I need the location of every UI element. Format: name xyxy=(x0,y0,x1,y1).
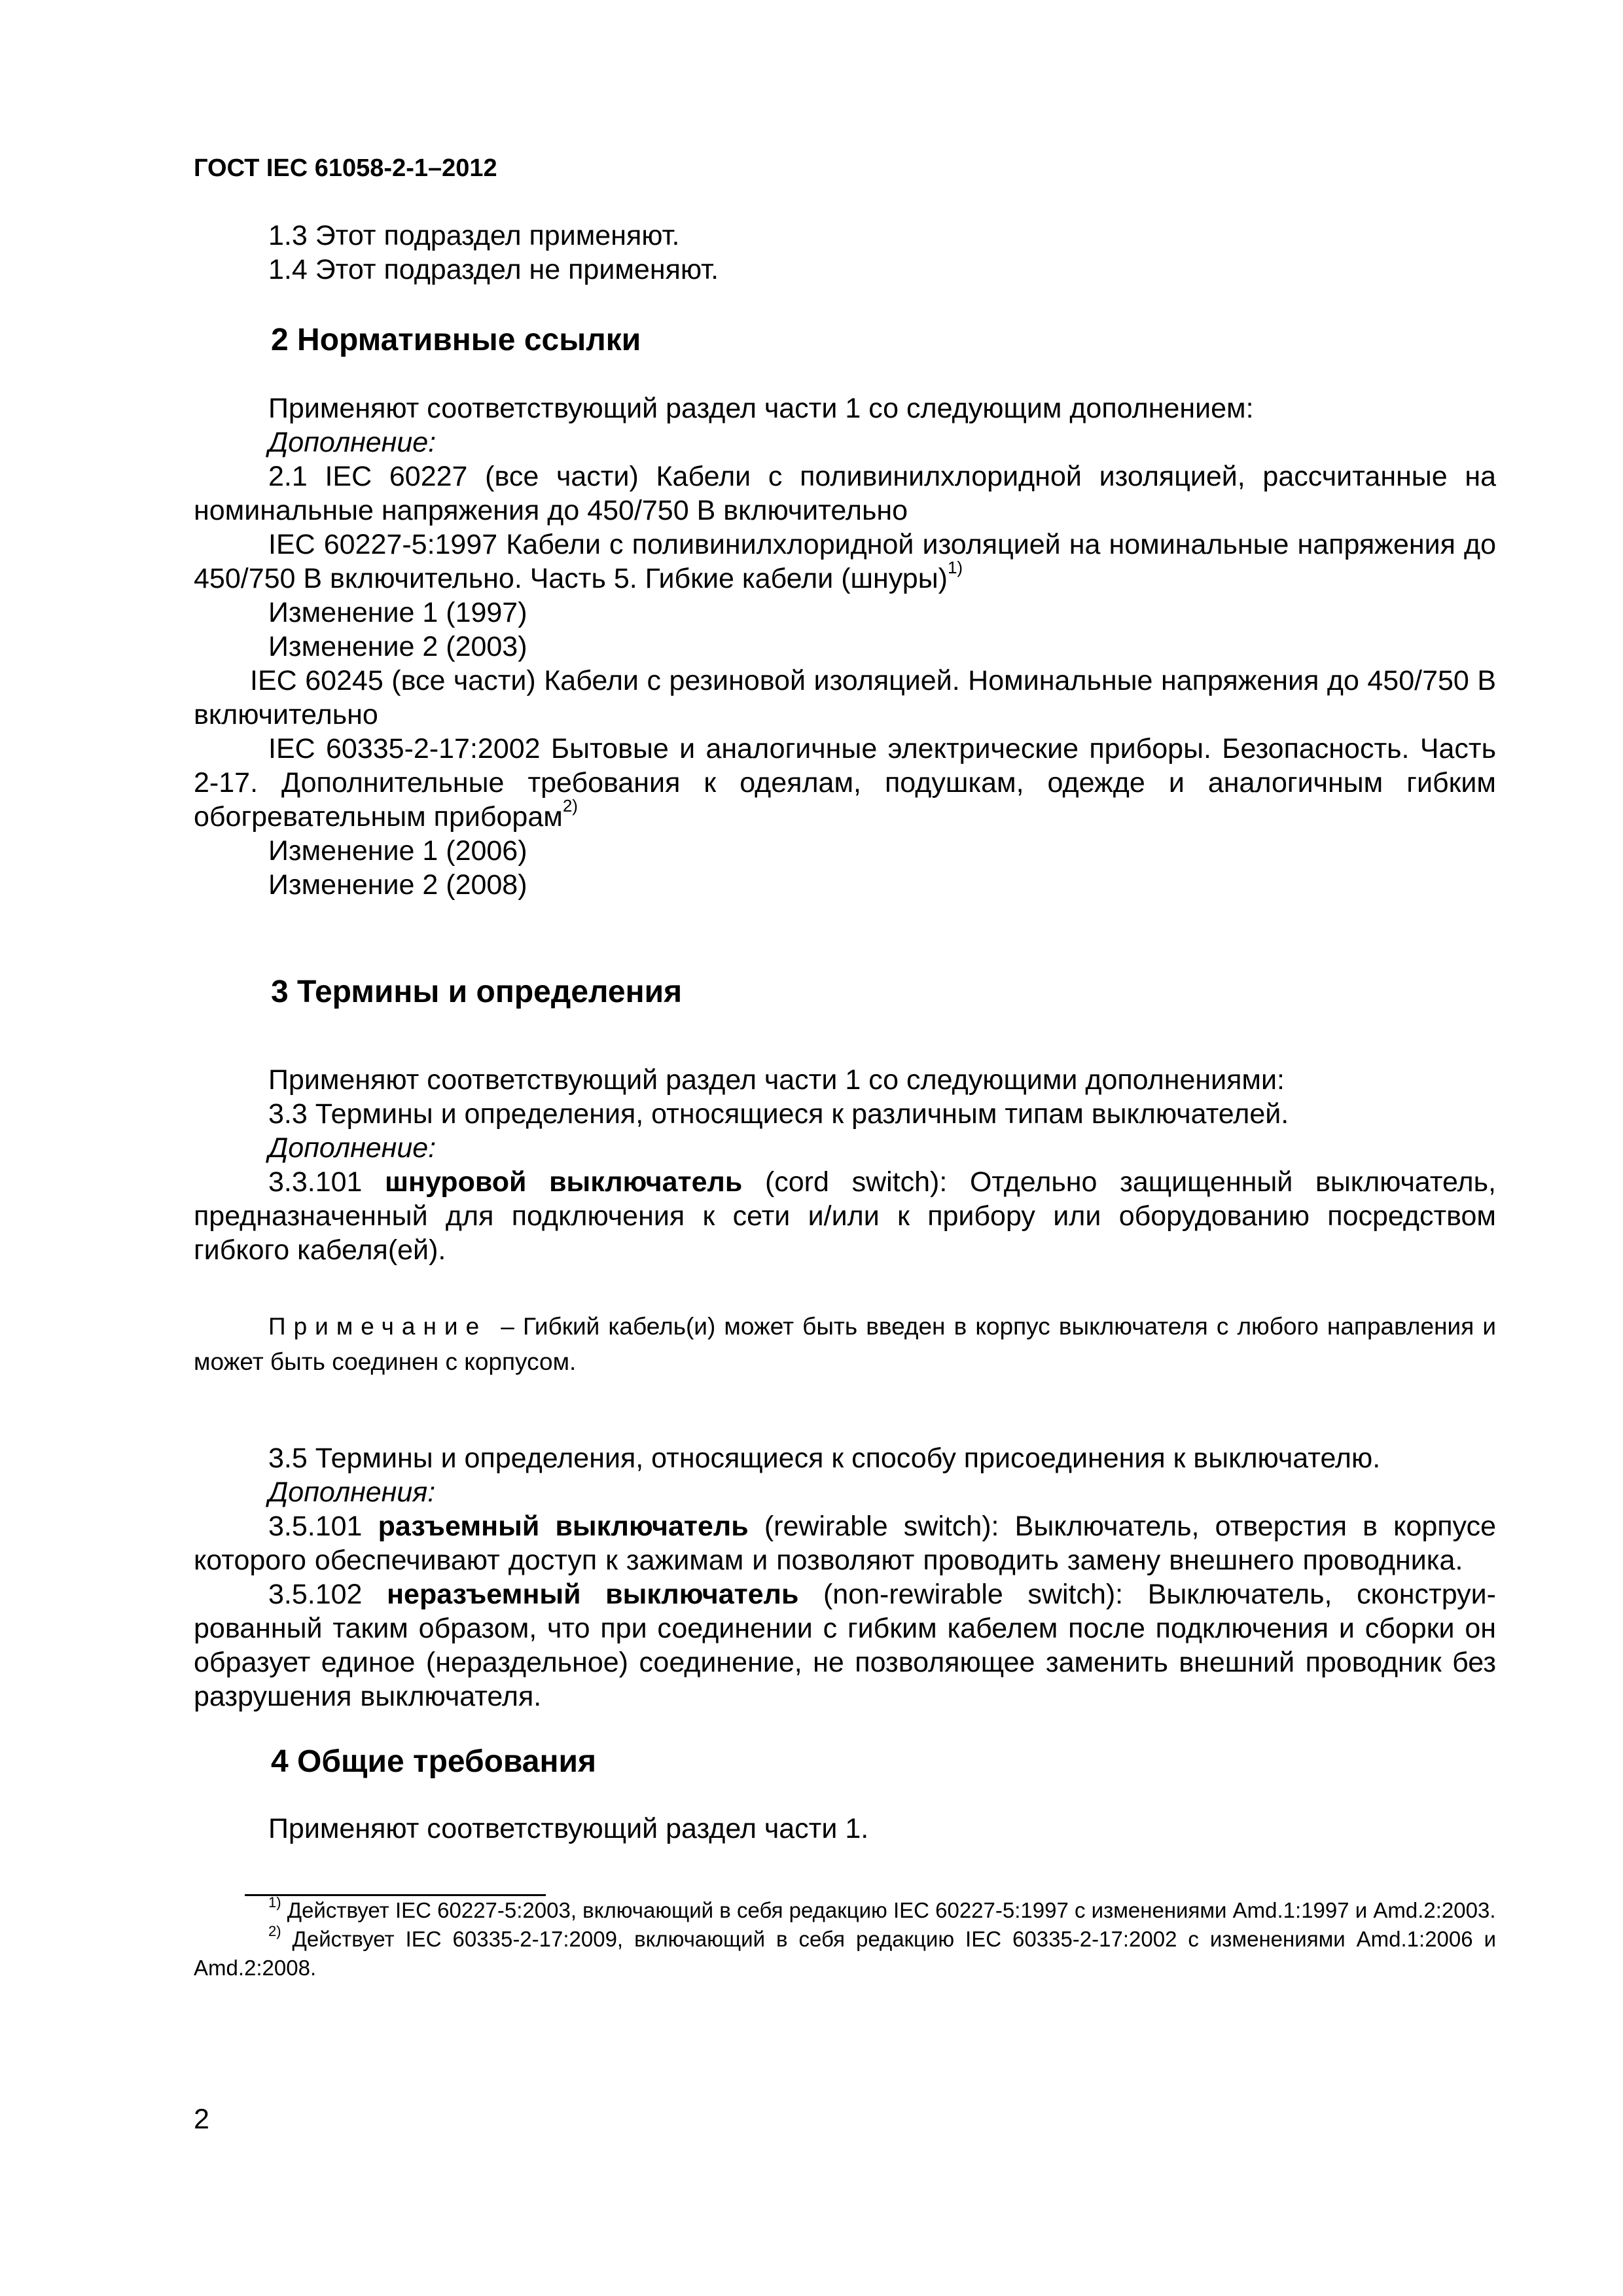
term-3-3-101 xyxy=(194,1165,1496,1267)
term-3-5-101-number: 3.5.101 xyxy=(268,1511,363,1542)
amendment-2-2003: Изменение 2 (2003) xyxy=(268,631,527,662)
amendment-1-2006: Изменение 1 (2006) xyxy=(268,835,527,867)
document-code-header: ГОСТ IEC 61058-2-1–2012 xyxy=(194,154,497,182)
section-3-additions-label: Дополнения: xyxy=(268,1477,436,1508)
term-3-5-102-term: неразъемный выключатель xyxy=(387,1579,799,1610)
section-3-addition-label: Дополнение: xyxy=(268,1132,437,1164)
amendment-1-1997: Изменение 1 (1997) xyxy=(268,597,527,628)
section-4-heading: 4 Общие требования xyxy=(271,1744,596,1779)
note-label: Примечание xyxy=(268,1313,488,1340)
term-3-3-101-definition: (cord switch): Отдельно защищенный выключатель, предназначенный для подключения к сети и/или к прибору или оборудованию посредством гибкого кабеля(ей). xyxy=(194,1166,1496,1266)
section-3-heading: 3 Термины и определения xyxy=(271,975,683,1009)
reference-iec-60335 xyxy=(194,732,1496,834)
footnote-2-ref: 2) xyxy=(562,796,578,816)
section-3-lead: Применяют соответствующий раздел части 1 со следующими дополнениями: xyxy=(268,1064,1285,1096)
section-2-addition-label: Дополнение: xyxy=(268,427,437,458)
clause-3-3: 3.3 Термины и определения, относящиеся к различным типам выключателей. xyxy=(268,1098,1289,1130)
page-content xyxy=(194,152,1496,1982)
term-3-3-101-term: шнуровой выключатель xyxy=(385,1166,743,1198)
clause-3-5: 3.5 Термины и определения, относящиеся к способу присоединения к выключателю. xyxy=(268,1443,1381,1474)
footnote-1-marker: 1) xyxy=(268,1894,281,1910)
term-3-5-102-number: 3.5.102 xyxy=(268,1579,363,1610)
term-3-3-101-number: 3.3.101 xyxy=(268,1166,363,1198)
footnote-2-marker: 2) xyxy=(268,1923,281,1939)
note-text: – Гибкий кабель(и) может быть введен в корпус выключателя с любого направления и может быть соединен с корпусом. xyxy=(194,1313,1497,1375)
footnote-1 xyxy=(194,1896,1496,1925)
footnote-2 xyxy=(194,1925,1496,1982)
term-3-5-101-definition: (rewirable switch): Выключатель, отверстия в корпусе которого обеспечивают доступ к зажимам и позволяют проводить замену внешнего проводника. xyxy=(194,1511,1496,1576)
clause-1-3: 1.3 Этот подраздел применяют. xyxy=(268,220,680,251)
term-3-5-101 xyxy=(194,1509,1496,1577)
section-4-text: Применяют соответствующий раздел части 1. xyxy=(268,1813,869,1844)
reference-iec-60227-5-text: IEC 60227-5:1997 Кабели с поливинилхлоридной изоляцией на номинальные напряжения до 450/750 В включительно. Часть 5. Гибкие кабели (шнуры) xyxy=(194,529,1496,594)
footnote-2-text: Действует IEC 60335-2-17:2009, включающий в себя редакцию IEC 60335-2-17:2002 с изменениями Amd.1:2006 и Amd.2:2008. xyxy=(194,1927,1497,1980)
reference-2-1: 2.1 IEC 60227 (все части) Кабели с поливинилхлоридной изоляцией, рассчитанные на номинальные напряжения до 450/750 В включительно xyxy=(194,461,1496,526)
section-2-lead: Применяют соответствующий раздел части 1 со следующим дополнением: xyxy=(268,393,1254,424)
reference-iec-60245: IEC 60245 (все части) Кабели с резиновой изоляцией. Номинальные напряжения до 450/750 В включительно xyxy=(194,665,1496,730)
section-2-heading: 2 Нормативные ссылки xyxy=(271,323,641,357)
page-number: 2 xyxy=(194,2104,209,2135)
clause-1-4: 1.4 Этот подраздел не применяют. xyxy=(268,254,719,285)
amendment-2-2008: Изменение 2 (2008) xyxy=(268,869,527,901)
term-3-5-101-term: разъемный выключатель xyxy=(378,1511,749,1542)
footnote-1-ref: 1) xyxy=(947,558,963,577)
footnote-1-text: Действует IEC 60227-5:2003, включающий в себя редакцию IEC 60227-5:1997 с изменениями Amd.1:1997 и Amd.2:2003. xyxy=(287,1898,1496,1922)
term-3-5-102 xyxy=(194,1577,1496,1713)
reference-iec-60335-text: IEC 60335-2-17:2002 Бытовые и аналогичные электрические приборы. Безопасность. Часть 2-17. Дополнительные требования к одеялам, подушкам, одежде и аналогичным гибким обогревательным приборам xyxy=(194,733,1496,833)
reference-iec-60227-5 xyxy=(194,528,1496,596)
term-3-5-102-definition: (non-rewirable switch): Выключатель, сконструированный таким образом, что при соединении с гибким кабелем после подключения и сборки он образует единое (нераздельное) соединение, не позволяющее заменить внешний проводник без разрушения выключателя. xyxy=(194,1579,1496,1712)
note-3-3-101 xyxy=(194,1309,1496,1380)
